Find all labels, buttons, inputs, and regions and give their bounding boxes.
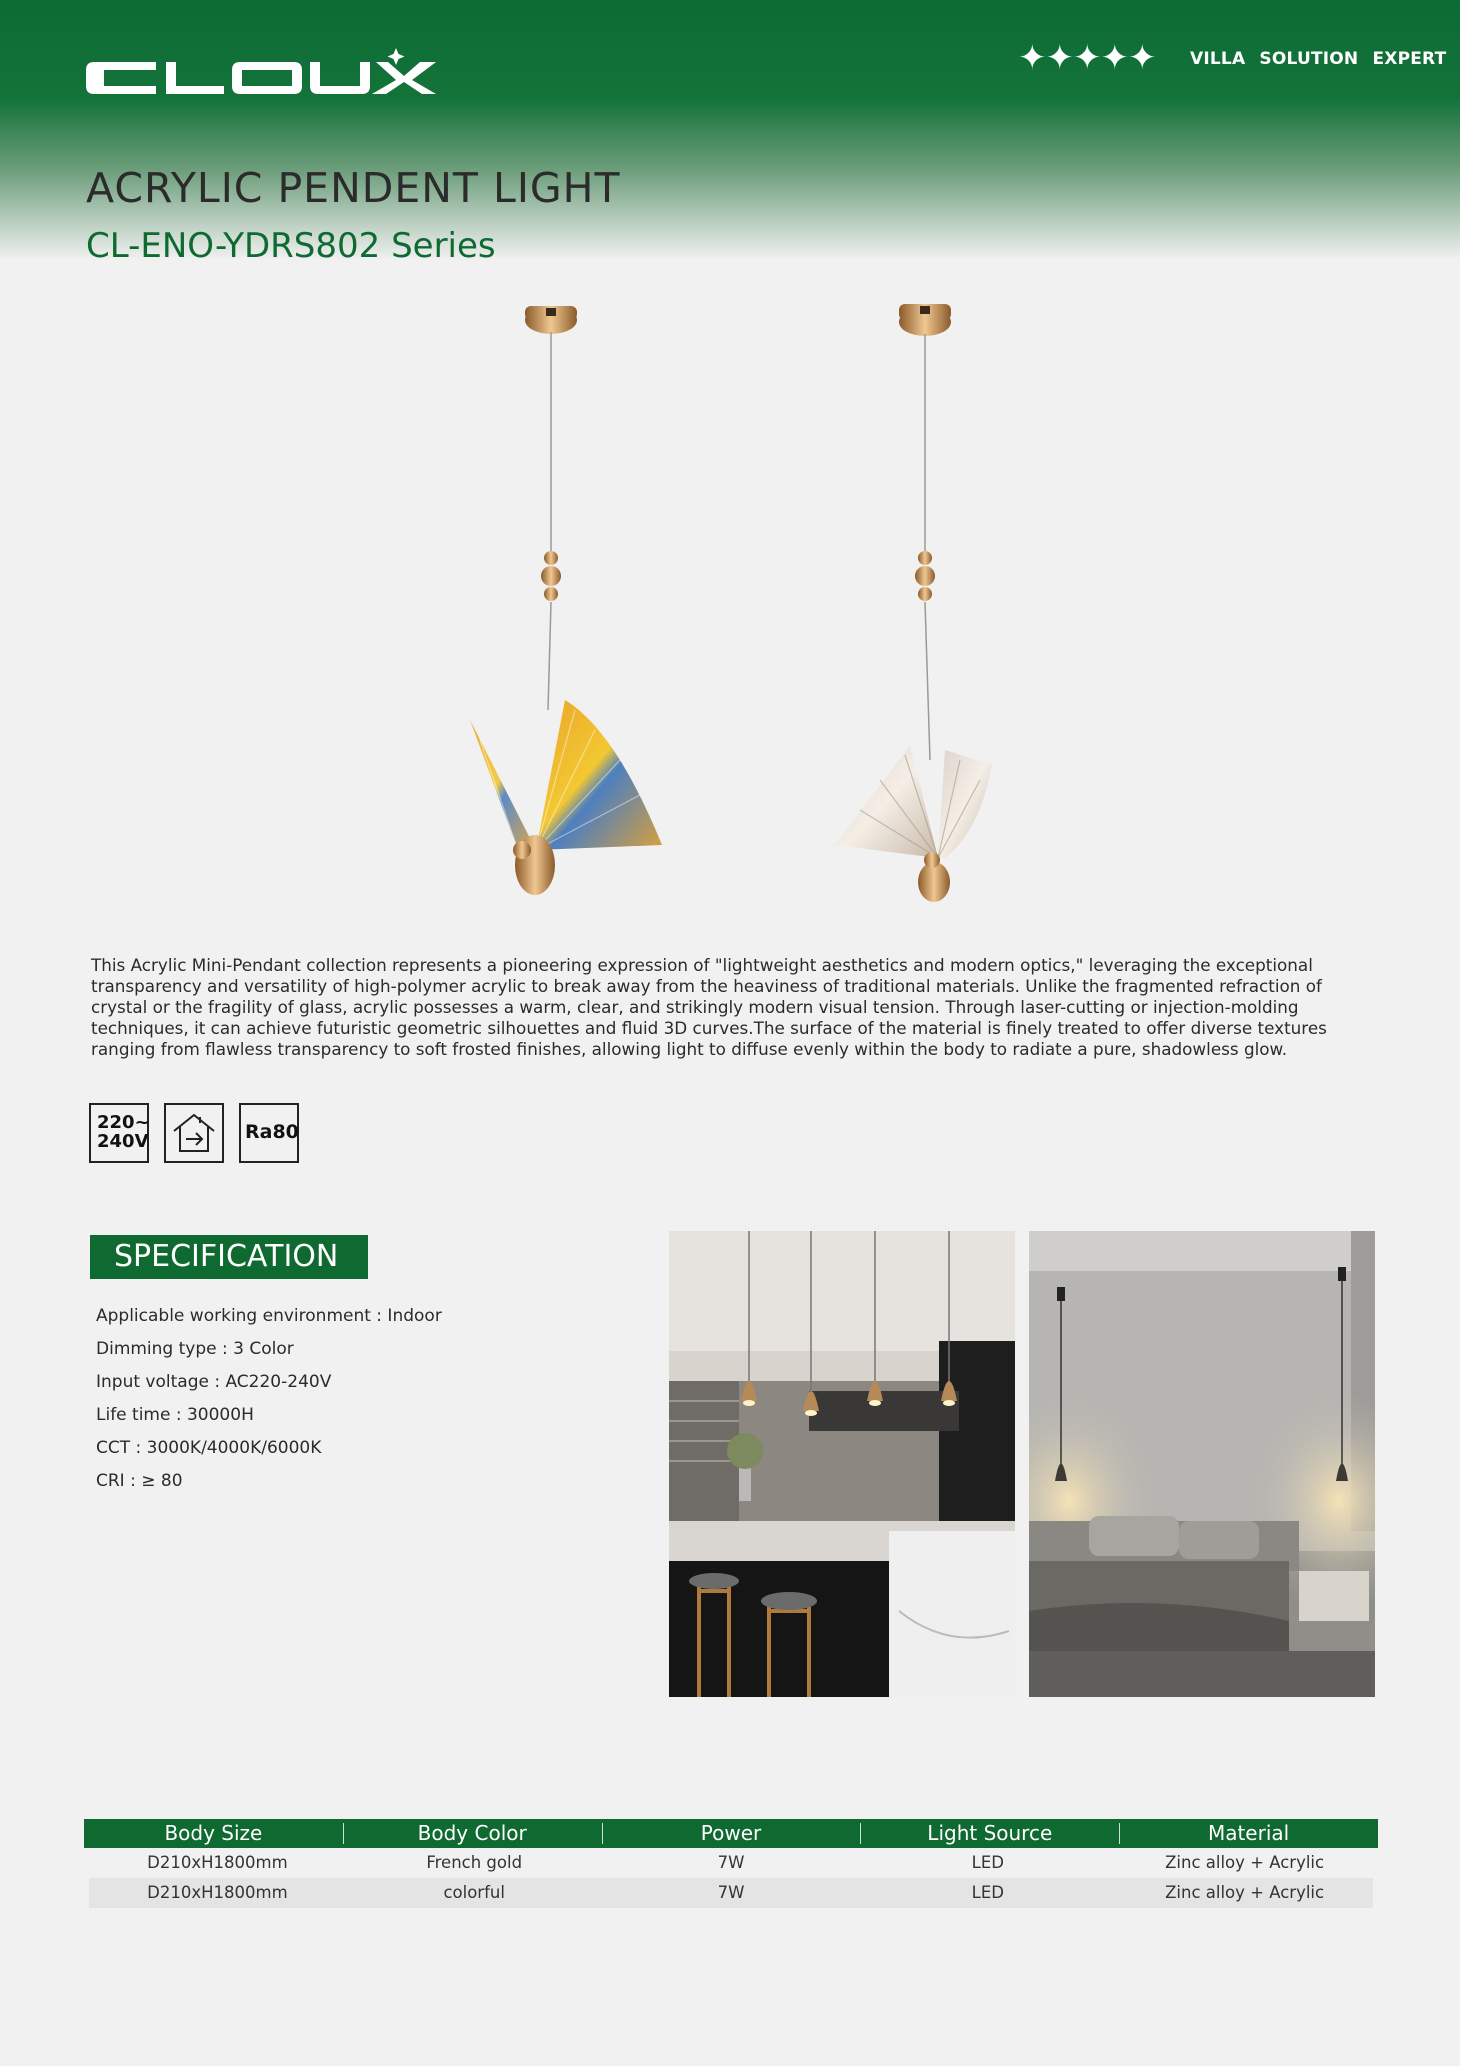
specification-list (96, 1300, 442, 1498)
product-series: CL-ENO-YDRS802 Series (86, 226, 496, 266)
header-band (0, 0, 1460, 260)
table-header-cell: Power (602, 1819, 861, 1848)
star-icon: ✦ (1045, 38, 1074, 78)
bedroom-scene-photo (1029, 1231, 1375, 1697)
kitchen-scene-photo (669, 1231, 1015, 1697)
table-cell: LED (971, 1853, 1004, 1872)
indoor-badge (164, 1103, 224, 1163)
product-description: This Acrylic Mini-Pendant collection represents a pioneering expression of "lightweight aesthetics and modern optics," leveraging the exceptional transparency and versatility of high-polymer acrylic to break away from the heaviness of traditional materials. Unlike the fragmented refraction of crystal or the fragility of glass, acrylic possesses a warm, clear, and strikingly modern visual tension. Through laser-cutting or injection-molding techniques, it can achieve futuristic geometric silhouettes and fluid 3D curves.The surface of the material is finely treated to offer diverse textures ranging from flawless transparency to soft frosted finishes, allowing light to diffuse evenly within the body to radiate a pure, shadowless glow. (91, 954, 1327, 1059)
cri-badge (239, 1103, 299, 1163)
table-cell: D210xH1800mm (147, 1883, 288, 1902)
table-row (89, 1848, 1373, 1878)
brand-tagline: VILLA SOLUTION EXPERT (1190, 49, 1447, 69)
star-icon: ✦ (1100, 38, 1129, 78)
spec-item: CCT : 3000K/4000K/6000K (96, 1438, 322, 1458)
table-cell: 7W (717, 1853, 745, 1872)
cri-label: Ra80 (245, 1121, 299, 1143)
rating-stars (1018, 38, 1156, 78)
star-icon: ✦ (1073, 38, 1102, 78)
product-hero-image (440, 290, 1020, 920)
spec-item: Applicable working environment : Indoor (96, 1306, 442, 1326)
table-header-cell: Material (1119, 1819, 1378, 1848)
spec-item: Dimming type : 3 Color (96, 1339, 294, 1359)
table-cell: 7W (717, 1883, 745, 1902)
table-row (89, 1878, 1373, 1908)
table-header-cell: Body Size (164, 1821, 263, 1845)
table-cell: LED (971, 1883, 1004, 1902)
brand-logo (84, 44, 444, 104)
product-title: ACRYLIC PENDENT LIGHT (86, 164, 621, 212)
star-icon: ✦ (1018, 38, 1047, 78)
table-cell: D210xH1800mm (147, 1853, 288, 1872)
colorful-butterfly-pendant (470, 306, 662, 895)
table-header-cell: Light Source (860, 1819, 1119, 1848)
table-cell: Zinc alloy + Acrylic (1165, 1853, 1325, 1872)
table-cell: French gold (426, 1853, 523, 1872)
voltage-line1: 220~ (97, 1112, 150, 1133)
french-gold-butterfly-pendant (835, 304, 992, 902)
star-icon: ✦ (1128, 38, 1157, 78)
table-header (84, 1819, 1378, 1848)
specification-heading: SPECIFICATION (90, 1235, 368, 1279)
voltage-badge (89, 1103, 149, 1163)
spec-item: Input voltage : AC220-240V (96, 1372, 332, 1392)
spec-item: Life time : 30000H (96, 1405, 254, 1425)
table-header-cell: Body Color (343, 1819, 602, 1848)
table-cell: Zinc alloy + Acrylic (1165, 1883, 1325, 1902)
voltage-line2: 240V (97, 1131, 149, 1152)
product-variant-table (84, 1819, 1378, 1908)
table-cell: colorful (443, 1883, 505, 1902)
spec-item: CRI : ≥ 80 (96, 1471, 183, 1491)
indoor-house-icon (166, 1105, 222, 1161)
